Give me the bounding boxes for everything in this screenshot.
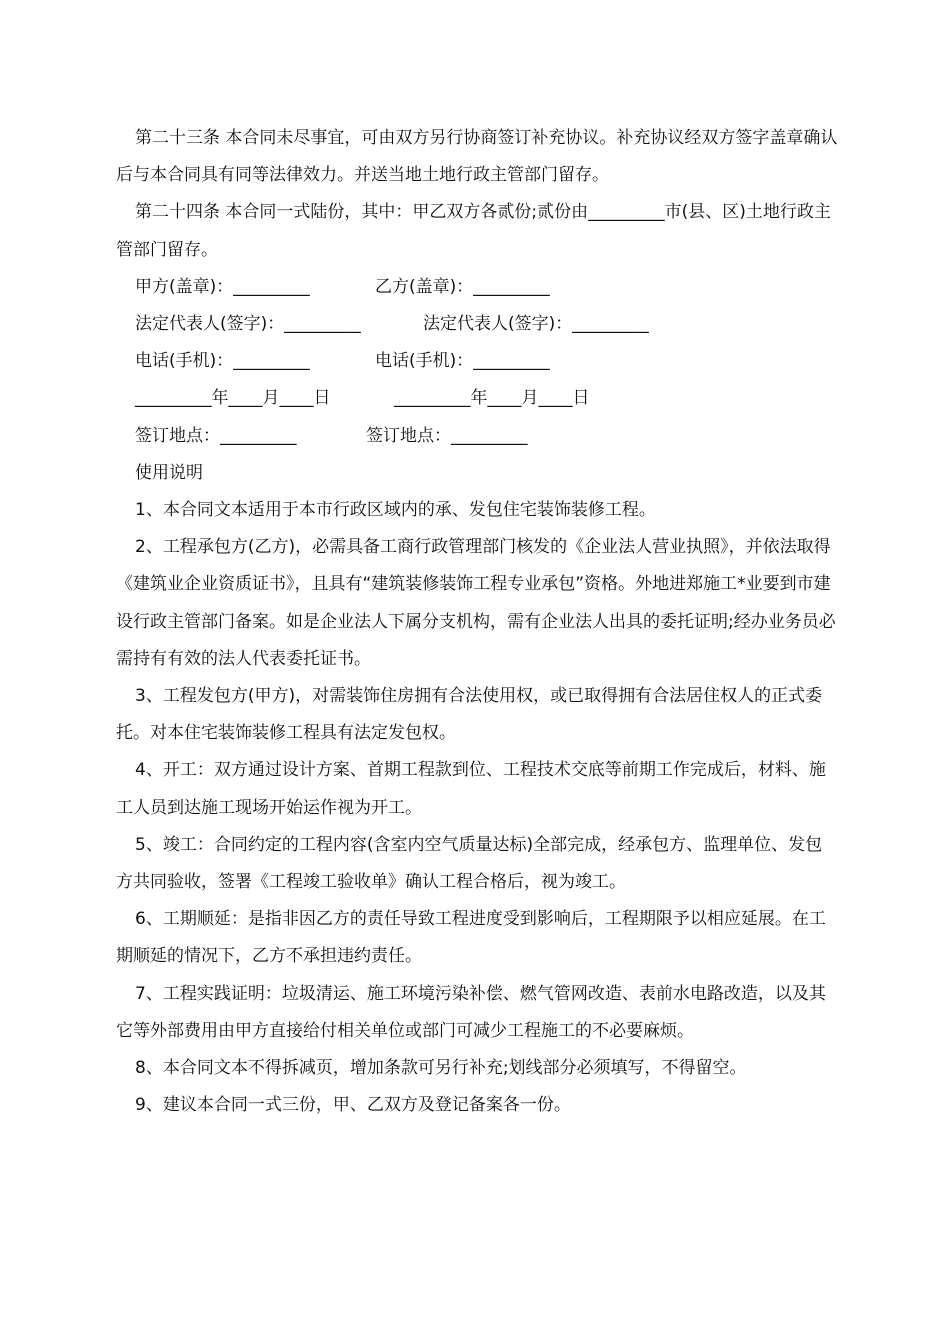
party-a-representative: 法定代表人(签字)：_________ — [135, 314, 361, 335]
instruction-item-3: 3、工程发包方(甲方)，对需装饰住房拥有合法使用权，或已取得拥有合法居住权人的正式委托。对本住宅装饰装修工程具有法定发包权。 — [116, 686, 823, 744]
seal-row — [116, 269, 838, 306]
party-a-seal: 甲方(盖章)：_________ — [135, 276, 310, 297]
instruction-item-9: 9、建议本合同一式三份，甲、乙双方及登记备案各一份。 — [135, 1095, 571, 1116]
phone-row — [116, 343, 838, 380]
instructions-heading: 使用说明 — [135, 462, 203, 483]
place-row — [116, 418, 838, 455]
party-b-representative: 法定代表人(签字)：_________ — [423, 314, 649, 335]
party-b-place: 签订地点：_________ — [366, 425, 528, 446]
instruction-item-4: 4、开工：双方通过设计方案、首期工程款到位、工程技术交底等前期工作完成后，材料、施工人员到达施工现场开始运作视为开工。 — [116, 760, 826, 818]
document-body — [116, 120, 838, 1124]
instruction-item-8: 8、本合同文本不得拆减页，增加条款可另行补充;划线部分必须填写，不得留空。 — [135, 1058, 747, 1079]
party-a-date: _________年____月____日 — [135, 388, 331, 409]
instruction-item-7: 7、工程实践证明：垃圾清运、施工环境污染补偿、燃气管网改造、表前水电路改造，以及其它等外部费用由甲方直接给付相关单位或部门可减少工程施工的不必要麻烦。 — [116, 983, 826, 1041]
instruction-item-5: 5、竣工：合同约定的工程内容(含室内空气质量达标)全部完成，经承包方、监理单位、发包方共同验收，签署《工程竣工验收单》确认工程合格后，视为竣工。 — [116, 834, 823, 893]
clause-23: 第二十三条 本合同未尽事宜，可由双方另行协商签订补充协议。补充协议经双方签字盖章确认后与本合同具有同等法律效力。并送当地土地行政主管部门留存。 — [116, 128, 838, 186]
party-a-place: 签订地点：_________ — [135, 425, 297, 446]
clause-24: 第二十四条 本合同一式陆份，其中：甲乙双方各贰份;贰份由_________市(县、区)土地行政主管部门留存。 — [116, 202, 831, 260]
party-a-phone: 电话(手机)：_________ — [135, 351, 310, 372]
party-b-date: _________年____月____日 — [394, 388, 590, 409]
party-b-seal: 乙方(盖章)：_________ — [375, 276, 550, 297]
instruction-item-2: 2、工程承包方(乙方)，必需具备工商行政管理部门核发的《企业法人营业执照》，并依法取得《建筑业企业资质证书》，且具有“建筑装修装饰工程专业承包”资格。外地进郑施工*业要到市建设行政主管部门备案。如是企业法人下属分支机构，需有企业法人出具的委托证明;经办业务员必需持有有效的法人代表委托证书。 — [116, 537, 836, 669]
representative-row — [116, 306, 838, 343]
date-row — [116, 380, 838, 417]
party-b-phone: 电话(手机)：_________ — [375, 351, 550, 372]
instruction-item-1: 1、本合同文本适用于本市行政区域内的承、发包住宅装饰装修工程。 — [135, 500, 656, 521]
instruction-item-6: 6、工期顺延：是指非因乙方的责任导致工程进度受到影响后，工程期限予以相应延展。在工期顺延的情况下，乙方不承担违约责任。 — [116, 909, 826, 967]
